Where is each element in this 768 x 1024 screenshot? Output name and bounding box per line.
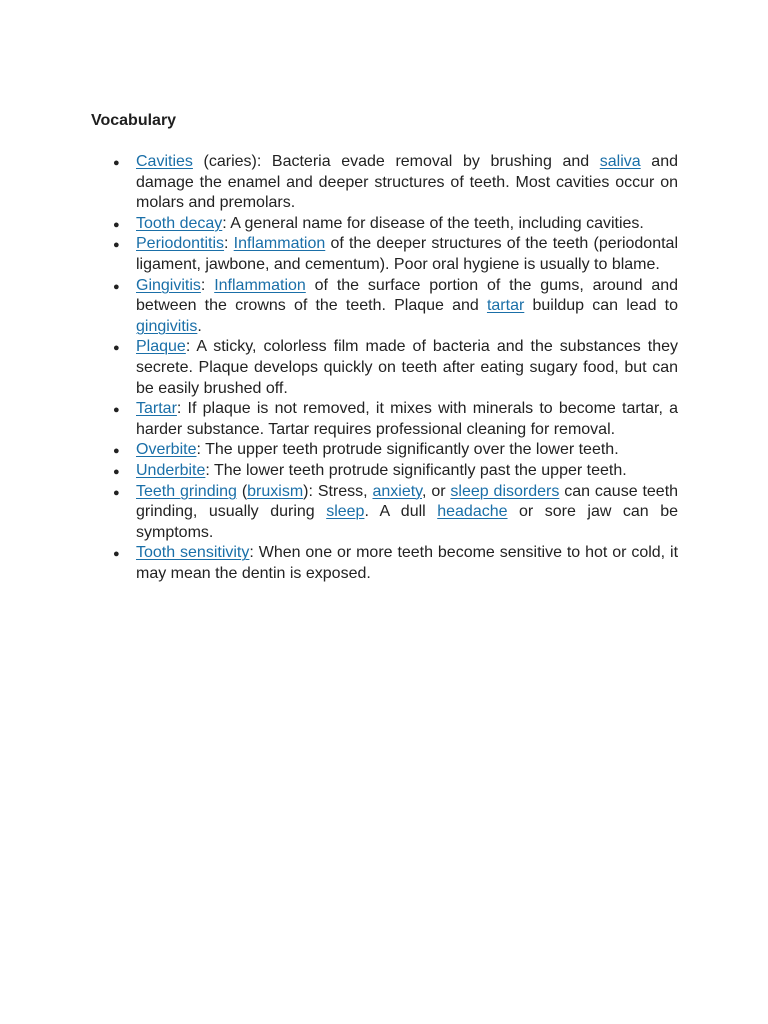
term-link[interactable]: Gingivitis	[136, 276, 201, 294]
definition-text: .	[197, 317, 202, 335]
bullet-icon: ●	[113, 342, 120, 355]
definition-text: , or	[422, 482, 451, 500]
definition-text: :	[224, 235, 234, 253]
list-item	[110, 152, 678, 214]
term-link[interactable]: Tooth sensitivity	[136, 544, 250, 562]
inline-link[interactable]: saliva	[599, 153, 641, 170]
definition-text: : The upper teeth protrude significantly over the lower teeth.	[196, 441, 619, 459]
definition-text: (	[236, 482, 248, 500]
bullet-icon: ●	[113, 486, 120, 499]
list-item	[110, 276, 678, 338]
definition-text: : If plaque is not removed, it mixes with minerals to become tartar, a harder substance. Tartar requires professional cleaning for removal.	[136, 400, 678, 438]
list-item	[110, 337, 678, 399]
definition-text: : A general name for disease of the teeth, including cavities.	[222, 214, 644, 232]
inline-link[interactable]: headache	[437, 503, 508, 521]
term-link[interactable]: Teeth grinding	[136, 482, 237, 500]
term-link[interactable]: Periodontitis	[136, 235, 225, 253]
bullet-icon: ●	[113, 157, 120, 169]
list-item	[110, 461, 678, 482]
definition-text: : The lower teeth protrude significantly past the upper teeth.	[205, 461, 627, 479]
list-item	[110, 399, 678, 440]
definition-text: . A dull	[364, 503, 438, 521]
list-item	[110, 543, 678, 584]
definition-text: : A sticky, colorless film made of bacteria and the substances they secrete. Plaque develops quickly on teeth after eating sugary food, but can be easily brushed off.	[136, 338, 678, 397]
list-item	[110, 234, 678, 275]
definition-text: buildup can lead to	[524, 297, 678, 315]
definition-text: can cause teeth grinding, usually during	[136, 482, 679, 521]
bullet-icon: ●	[113, 280, 120, 293]
definition-text: :	[200, 276, 215, 294]
term-link[interactable]: Plaque	[136, 338, 186, 356]
list-item	[110, 440, 678, 461]
bullet-icon: ●	[113, 465, 120, 478]
inline-link[interactable]: sleep	[326, 503, 365, 521]
inline-link[interactable]: bruxism	[247, 482, 304, 500]
term-link[interactable]: Underbite	[136, 461, 206, 479]
bullet-icon: ●	[113, 239, 120, 252]
bullet-icon: ●	[113, 548, 120, 561]
inline-link[interactable]: gingivitis	[136, 317, 198, 335]
bullet-icon: ●	[113, 404, 120, 417]
bullet-icon: ●	[113, 445, 120, 458]
definition-text: (caries): Bacteria evade removal by brushing and	[192, 153, 600, 170]
bullet-icon: ●	[113, 218, 120, 231]
definition-text: and damage the enamel and deeper structures of teeth. Most cavities occur on molars and premolars.	[136, 153, 678, 212]
list-item	[110, 214, 678, 235]
page-title: Vocabulary	[91, 112, 177, 129]
definition-text: ): Stress,	[303, 482, 373, 500]
inline-link[interactable]: tartar	[486, 297, 525, 315]
definition-text: or sore jaw can be symptoms.	[136, 503, 679, 541]
definition-text: of the surface portion of the gums, around and between the crowns of the teeth. Plaque and	[136, 276, 679, 315]
term-link[interactable]: Overbite	[136, 441, 197, 459]
inline-link[interactable]: sleep disorders	[450, 482, 560, 500]
term-link[interactable]: Tartar	[136, 400, 177, 418]
inline-link[interactable]: Inflammation	[233, 235, 326, 253]
list-item	[110, 482, 678, 544]
term-link[interactable]: Cavities	[136, 153, 193, 170]
inline-link[interactable]: anxiety	[372, 482, 422, 500]
vocabulary-list	[110, 152, 678, 584]
inline-link[interactable]: Inflammation	[214, 276, 306, 294]
term-link[interactable]: Tooth decay	[136, 214, 223, 232]
definition-text: : When one or more teeth become sensitive to hot or cold, it may mean the dentin is exposed.	[136, 544, 679, 582]
definition-text: of the deeper structures of the teeth (periodontal ligament, jawbone, and cementum). Poor oral hygiene is usually to blame.	[136, 235, 678, 273]
